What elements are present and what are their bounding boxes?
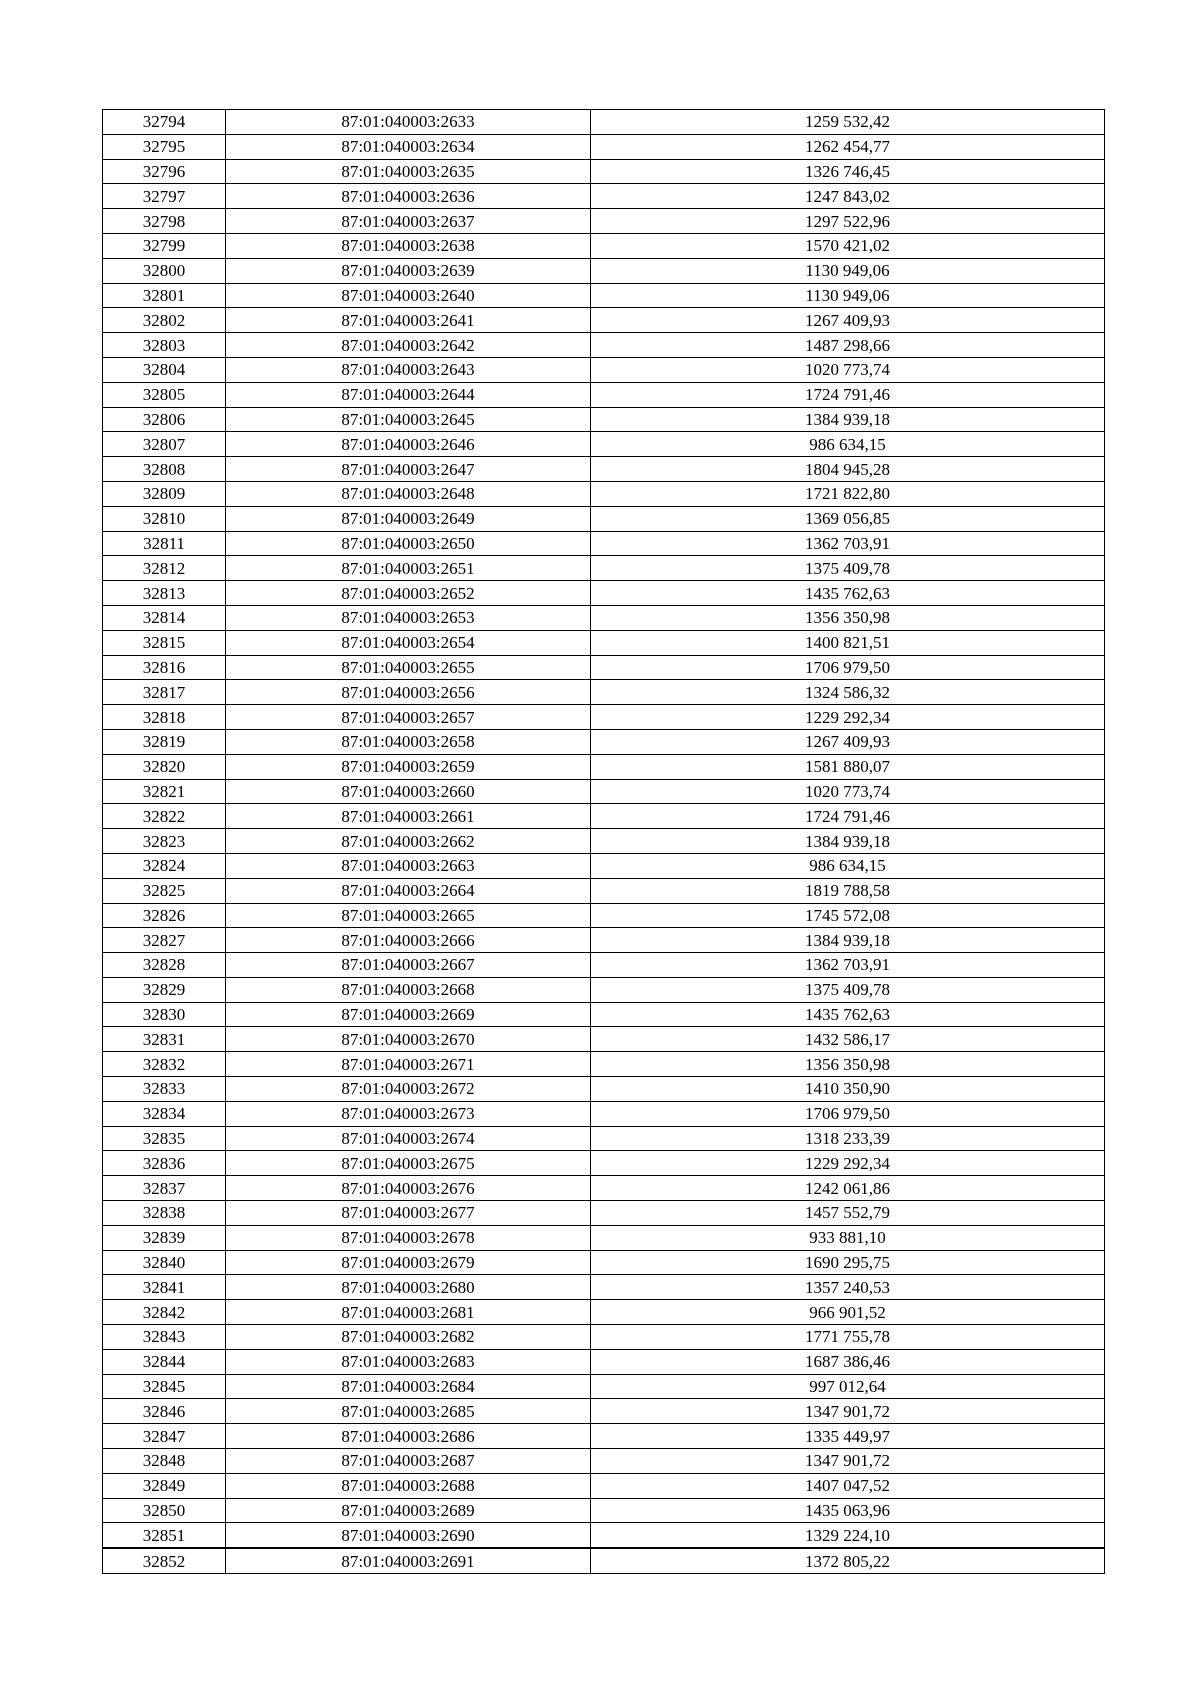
row-number-cell: 32826: [103, 903, 226, 928]
cadastral-number-cell: 87:01:040003:2684: [226, 1374, 591, 1399]
cadastral-value-cell: 1724 791,46: [591, 382, 1105, 407]
table-row: [103, 878, 1105, 903]
cadastral-value-cell: 1384 939,18: [591, 829, 1105, 854]
table-body: [103, 110, 1105, 1574]
row-number-cell: 32815: [103, 630, 226, 655]
row-number-cell: 32849: [103, 1473, 226, 1498]
cadastral-number-cell: 87:01:040003:2640: [226, 283, 591, 308]
cadastral-number-cell: 87:01:040003:2663: [226, 853, 591, 878]
cadastral-number-cell: 87:01:040003:2687: [226, 1449, 591, 1474]
cadastral-number-cell: 87:01:040003:2638: [226, 233, 591, 258]
table-row: [103, 481, 1105, 506]
cadastral-number-cell: 87:01:040003:2685: [226, 1399, 591, 1424]
row-number-cell: 32819: [103, 729, 226, 754]
cadastral-number-cell: 87:01:040003:2679: [226, 1250, 591, 1275]
row-number-cell: 32807: [103, 432, 226, 457]
row-number-cell: 32796: [103, 159, 226, 184]
row-number-cell: 32812: [103, 556, 226, 581]
cadastral-value-cell: 1362 703,91: [591, 953, 1105, 978]
table-row: [103, 953, 1105, 978]
table-row: [103, 853, 1105, 878]
table-row: [103, 531, 1105, 556]
cadastral-value-cell: 1247 843,02: [591, 184, 1105, 209]
table-row: [103, 680, 1105, 705]
cadastral-value-cell: 1690 295,75: [591, 1250, 1105, 1275]
row-number-cell: 32803: [103, 333, 226, 358]
row-number-cell: 32814: [103, 605, 226, 630]
row-number-cell: 32800: [103, 258, 226, 283]
cadastral-value-cell: 1267 409,93: [591, 308, 1105, 333]
cadastral-number-cell: 87:01:040003:2652: [226, 581, 591, 606]
cadastral-value-cell: 1130 949,06: [591, 258, 1105, 283]
cadastral-number-cell: 87:01:040003:2637: [226, 209, 591, 234]
row-number-cell: 32829: [103, 977, 226, 1002]
row-number-cell: 32810: [103, 506, 226, 531]
cadastral-number-cell: 87:01:040003:2677: [226, 1201, 591, 1226]
cadastral-value-cell: 1435 762,63: [591, 1002, 1105, 1027]
cadastral-number-cell: 87:01:040003:2666: [226, 928, 591, 953]
table-row: [103, 903, 1105, 928]
cadastral-value-cell: 1324 586,32: [591, 680, 1105, 705]
cadastral-number-cell: 87:01:040003:2655: [226, 655, 591, 680]
cadastral-number-cell: 87:01:040003:2690: [226, 1523, 591, 1548]
table-row: [103, 581, 1105, 606]
cadastral-number-cell: 87:01:040003:2646: [226, 432, 591, 457]
cadastral-value-cell: 1326 746,45: [591, 159, 1105, 184]
row-number-cell: 32848: [103, 1449, 226, 1474]
table-row: [103, 1225, 1105, 1250]
cadastral-number-cell: 87:01:040003:2675: [226, 1151, 591, 1176]
table-row: [103, 630, 1105, 655]
table-row: [103, 357, 1105, 382]
cadastral-number-cell: 87:01:040003:2688: [226, 1473, 591, 1498]
table-row: [103, 1126, 1105, 1151]
cadastral-value-cell: 1347 901,72: [591, 1449, 1105, 1474]
row-number-cell: 32797: [103, 184, 226, 209]
table-row: [103, 1176, 1105, 1201]
table-row: [103, 1424, 1105, 1449]
row-number-cell: 32850: [103, 1498, 226, 1523]
row-number-cell: 32809: [103, 481, 226, 506]
table-row: [103, 729, 1105, 754]
row-number-cell: 32823: [103, 829, 226, 854]
row-number-cell: 32838: [103, 1201, 226, 1226]
cadastral-value-cell: 1356 350,98: [591, 605, 1105, 630]
table-row: [103, 258, 1105, 283]
cadastral-value-cell: 1229 292,34: [591, 1151, 1105, 1176]
cadastral-value-cell: 1432 586,17: [591, 1027, 1105, 1052]
cadastral-value-cell: 1410 350,90: [591, 1077, 1105, 1102]
table-row: [103, 804, 1105, 829]
cadastral-value-cell: 1804 945,28: [591, 457, 1105, 482]
table-row: [103, 1101, 1105, 1126]
row-number-cell: 32820: [103, 754, 226, 779]
table-row: [103, 209, 1105, 234]
cadastral-value-cell: 986 634,15: [591, 432, 1105, 457]
table-row: [103, 705, 1105, 730]
cadastral-value-cell: 1457 552,79: [591, 1201, 1105, 1226]
cadastral-value-cell: 966 901,52: [591, 1300, 1105, 1325]
cadastral-value-cell: 1407 047,52: [591, 1473, 1105, 1498]
cadastral-value-cell: 1297 522,96: [591, 209, 1105, 234]
table-row: [103, 333, 1105, 358]
cadastral-number-cell: 87:01:040003:2680: [226, 1275, 591, 1300]
cadastral-number-cell: 87:01:040003:2678: [226, 1225, 591, 1250]
table-row: [103, 1548, 1105, 1573]
table-row: [103, 829, 1105, 854]
table-row: [103, 1027, 1105, 1052]
table-row: [103, 457, 1105, 482]
row-number-cell: 32804: [103, 357, 226, 382]
cadastral-number-cell: 87:01:040003:2686: [226, 1424, 591, 1449]
cadastral-number-cell: 87:01:040003:2658: [226, 729, 591, 754]
row-number-cell: 32805: [103, 382, 226, 407]
cadastral-number-cell: 87:01:040003:2661: [226, 804, 591, 829]
cadastral-number-cell: 87:01:040003:2665: [226, 903, 591, 928]
row-number-cell: 32833: [103, 1077, 226, 1102]
cadastral-value-cell: 1242 061,86: [591, 1176, 1105, 1201]
cadastral-value-cell: 1745 572,08: [591, 903, 1105, 928]
row-number-cell: 32844: [103, 1349, 226, 1374]
cadastral-number-cell: 87:01:040003:2683: [226, 1349, 591, 1374]
cadastral-number-cell: 87:01:040003:2674: [226, 1126, 591, 1151]
cadastral-number-cell: 87:01:040003:2636: [226, 184, 591, 209]
table-row: [103, 1275, 1105, 1300]
cadastral-number-cell: 87:01:040003:2643: [226, 357, 591, 382]
cadastral-value-cell: 1357 240,53: [591, 1275, 1105, 1300]
row-number-cell: 32841: [103, 1275, 226, 1300]
cadastral-number-cell: 87:01:040003:2639: [226, 258, 591, 283]
cadastral-number-cell: 87:01:040003:2662: [226, 829, 591, 854]
cadastral-value-cell: 1435 063,96: [591, 1498, 1105, 1523]
cadastral-value-cell: 1369 056,85: [591, 506, 1105, 531]
row-number-cell: 32851: [103, 1523, 226, 1548]
table-row: [103, 407, 1105, 432]
table-row: [103, 308, 1105, 333]
cadastral-number-cell: 87:01:040003:2657: [226, 705, 591, 730]
row-number-cell: 32835: [103, 1126, 226, 1151]
cadastral-value-cell: 1721 822,80: [591, 481, 1105, 506]
cadastral-number-cell: 87:01:040003:2642: [226, 333, 591, 358]
table-row: [103, 159, 1105, 184]
row-number-cell: 32798: [103, 209, 226, 234]
table-row: [103, 1473, 1105, 1498]
table-row: [103, 1449, 1105, 1474]
table-row: [103, 1077, 1105, 1102]
row-number-cell: 32840: [103, 1250, 226, 1275]
cadastral-value-cell: 1372 805,22: [591, 1548, 1105, 1573]
table-row: [103, 754, 1105, 779]
row-number-cell: 32832: [103, 1052, 226, 1077]
table-row: [103, 283, 1105, 308]
row-number-cell: 32822: [103, 804, 226, 829]
cadastral-value-cell: 1570 421,02: [591, 233, 1105, 258]
table-row: [103, 1399, 1105, 1424]
cadastral-number-cell: 87:01:040003:2645: [226, 407, 591, 432]
row-number-cell: 32794: [103, 110, 226, 135]
row-number-cell: 32852: [103, 1548, 226, 1573]
cadastral-number-cell: 87:01:040003:2682: [226, 1325, 591, 1350]
table-row: [103, 1523, 1105, 1548]
cadastral-value-cell: 1819 788,58: [591, 878, 1105, 903]
cadastral-value-cell: 1262 454,77: [591, 134, 1105, 159]
table-row: [103, 1052, 1105, 1077]
cadastral-number-cell: 87:01:040003:2689: [226, 1498, 591, 1523]
table-row: [103, 1349, 1105, 1374]
cadastral-value-cell: 1259 532,42: [591, 110, 1105, 135]
table-row: [103, 184, 1105, 209]
row-number-cell: 32802: [103, 308, 226, 333]
cadastral-number-cell: 87:01:040003:2668: [226, 977, 591, 1002]
row-number-cell: 32839: [103, 1225, 226, 1250]
row-number-cell: 32834: [103, 1101, 226, 1126]
cadastral-number-cell: 87:01:040003:2681: [226, 1300, 591, 1325]
cadastral-number-cell: 87:01:040003:2635: [226, 159, 591, 184]
cadastral-number-cell: 87:01:040003:2667: [226, 953, 591, 978]
row-number-cell: 32827: [103, 928, 226, 953]
row-number-cell: 32842: [103, 1300, 226, 1325]
cadastral-number-cell: 87:01:040003:2670: [226, 1027, 591, 1052]
table-row: [103, 655, 1105, 680]
cadastral-number-cell: 87:01:040003:2664: [226, 878, 591, 903]
cadastral-number-cell: 87:01:040003:2656: [226, 680, 591, 705]
cadastral-value-cell: 1362 703,91: [591, 531, 1105, 556]
row-number-cell: 32806: [103, 407, 226, 432]
table-row: [103, 506, 1105, 531]
cadastral-number-cell: 87:01:040003:2634: [226, 134, 591, 159]
cadastral-value-cell: 997 012,64: [591, 1374, 1105, 1399]
table-row: [103, 1498, 1105, 1523]
cadastral-value-cell: 1687 386,46: [591, 1349, 1105, 1374]
cadastral-value-cell: 1335 449,97: [591, 1424, 1105, 1449]
cadastral-number-cell: 87:01:040003:2660: [226, 779, 591, 804]
table-row: [103, 1250, 1105, 1275]
row-number-cell: 32799: [103, 233, 226, 258]
table-row: [103, 1151, 1105, 1176]
cadastral-value-cell: 933 881,10: [591, 1225, 1105, 1250]
cadastral-value-cell: 1384 939,18: [591, 407, 1105, 432]
table-row: [103, 928, 1105, 953]
row-number-cell: 32836: [103, 1151, 226, 1176]
cadastral-number-cell: 87:01:040003:2649: [226, 506, 591, 531]
row-number-cell: 32845: [103, 1374, 226, 1399]
row-number-cell: 32837: [103, 1176, 226, 1201]
row-number-cell: 32831: [103, 1027, 226, 1052]
cadastral-value-cell: 1375 409,78: [591, 977, 1105, 1002]
cadastral-value-cell: 1329 224,10: [591, 1523, 1105, 1548]
cadastral-number-cell: 87:01:040003:2659: [226, 754, 591, 779]
cadastral-number-cell: 87:01:040003:2673: [226, 1101, 591, 1126]
cadastral-value-cell: 1267 409,93: [591, 729, 1105, 754]
cadastral-number-cell: 87:01:040003:2633: [226, 110, 591, 135]
table-row: [103, 233, 1105, 258]
table-row: [103, 779, 1105, 804]
cadastral-number-cell: 87:01:040003:2641: [226, 308, 591, 333]
table-row: [103, 1002, 1105, 1027]
cadastral-value-cell: 1487 298,66: [591, 333, 1105, 358]
cadastral-number-cell: 87:01:040003:2671: [226, 1052, 591, 1077]
row-number-cell: 32847: [103, 1424, 226, 1449]
row-number-cell: 32801: [103, 283, 226, 308]
row-number-cell: 32846: [103, 1399, 226, 1424]
table-row: [103, 1325, 1105, 1350]
table-row: [103, 556, 1105, 581]
cadastral-value-cell: 1130 949,06: [591, 283, 1105, 308]
cadastral-number-cell: 87:01:040003:2650: [226, 531, 591, 556]
cadastral-number-cell: 87:01:040003:2647: [226, 457, 591, 482]
row-number-cell: 32821: [103, 779, 226, 804]
cadastral-value-cell: 1356 350,98: [591, 1052, 1105, 1077]
table-row: [103, 382, 1105, 407]
row-number-cell: 32811: [103, 531, 226, 556]
row-number-cell: 32828: [103, 953, 226, 978]
cadastral-value-cell: 1724 791,46: [591, 804, 1105, 829]
cadastral-number-cell: 87:01:040003:2651: [226, 556, 591, 581]
row-number-cell: 32824: [103, 853, 226, 878]
cadastral-number-cell: 87:01:040003:2648: [226, 481, 591, 506]
cadastral-value-cell: 1706 979,50: [591, 655, 1105, 680]
cadastral-value-cell: 1020 773,74: [591, 779, 1105, 804]
cadastral-number-cell: 87:01:040003:2654: [226, 630, 591, 655]
cadastral-value-table: [102, 109, 1105, 1574]
row-number-cell: 32795: [103, 134, 226, 159]
cadastral-value-cell: 1318 233,39: [591, 1126, 1105, 1151]
table-row: [103, 134, 1105, 159]
cadastral-value-cell: 1771 755,78: [591, 1325, 1105, 1350]
table-row: [103, 110, 1105, 135]
row-number-cell: 32813: [103, 581, 226, 606]
cadastral-value-cell: 1347 901,72: [591, 1399, 1105, 1424]
row-number-cell: 32808: [103, 457, 226, 482]
cadastral-number-cell: 87:01:040003:2672: [226, 1077, 591, 1102]
cadastral-number-cell: 87:01:040003:2691: [226, 1548, 591, 1573]
row-number-cell: 32843: [103, 1325, 226, 1350]
cadastral-number-cell: 87:01:040003:2669: [226, 1002, 591, 1027]
row-number-cell: 32818: [103, 705, 226, 730]
cadastral-value-cell: 1384 939,18: [591, 928, 1105, 953]
row-number-cell: 32830: [103, 1002, 226, 1027]
table-row: [103, 1300, 1105, 1325]
cadastral-number-cell: 87:01:040003:2644: [226, 382, 591, 407]
table-row: [103, 605, 1105, 630]
cadastral-number-cell: 87:01:040003:2653: [226, 605, 591, 630]
cadastral-value-cell: 1581 880,07: [591, 754, 1105, 779]
cadastral-value-cell: 1375 409,78: [591, 556, 1105, 581]
row-number-cell: 32825: [103, 878, 226, 903]
cadastral-value-cell: 1706 979,50: [591, 1101, 1105, 1126]
cadastral-value-cell: 986 634,15: [591, 853, 1105, 878]
row-number-cell: 32817: [103, 680, 226, 705]
cadastral-number-cell: 87:01:040003:2676: [226, 1176, 591, 1201]
cadastral-value-cell: 1400 821,51: [591, 630, 1105, 655]
row-number-cell: 32816: [103, 655, 226, 680]
cadastral-value-cell: 1435 762,63: [591, 581, 1105, 606]
table-row: [103, 1201, 1105, 1226]
table-row: [103, 1374, 1105, 1399]
table-row: [103, 977, 1105, 1002]
table-row: [103, 432, 1105, 457]
cadastral-value-cell: 1229 292,34: [591, 705, 1105, 730]
cadastral-value-cell: 1020 773,74: [591, 357, 1105, 382]
